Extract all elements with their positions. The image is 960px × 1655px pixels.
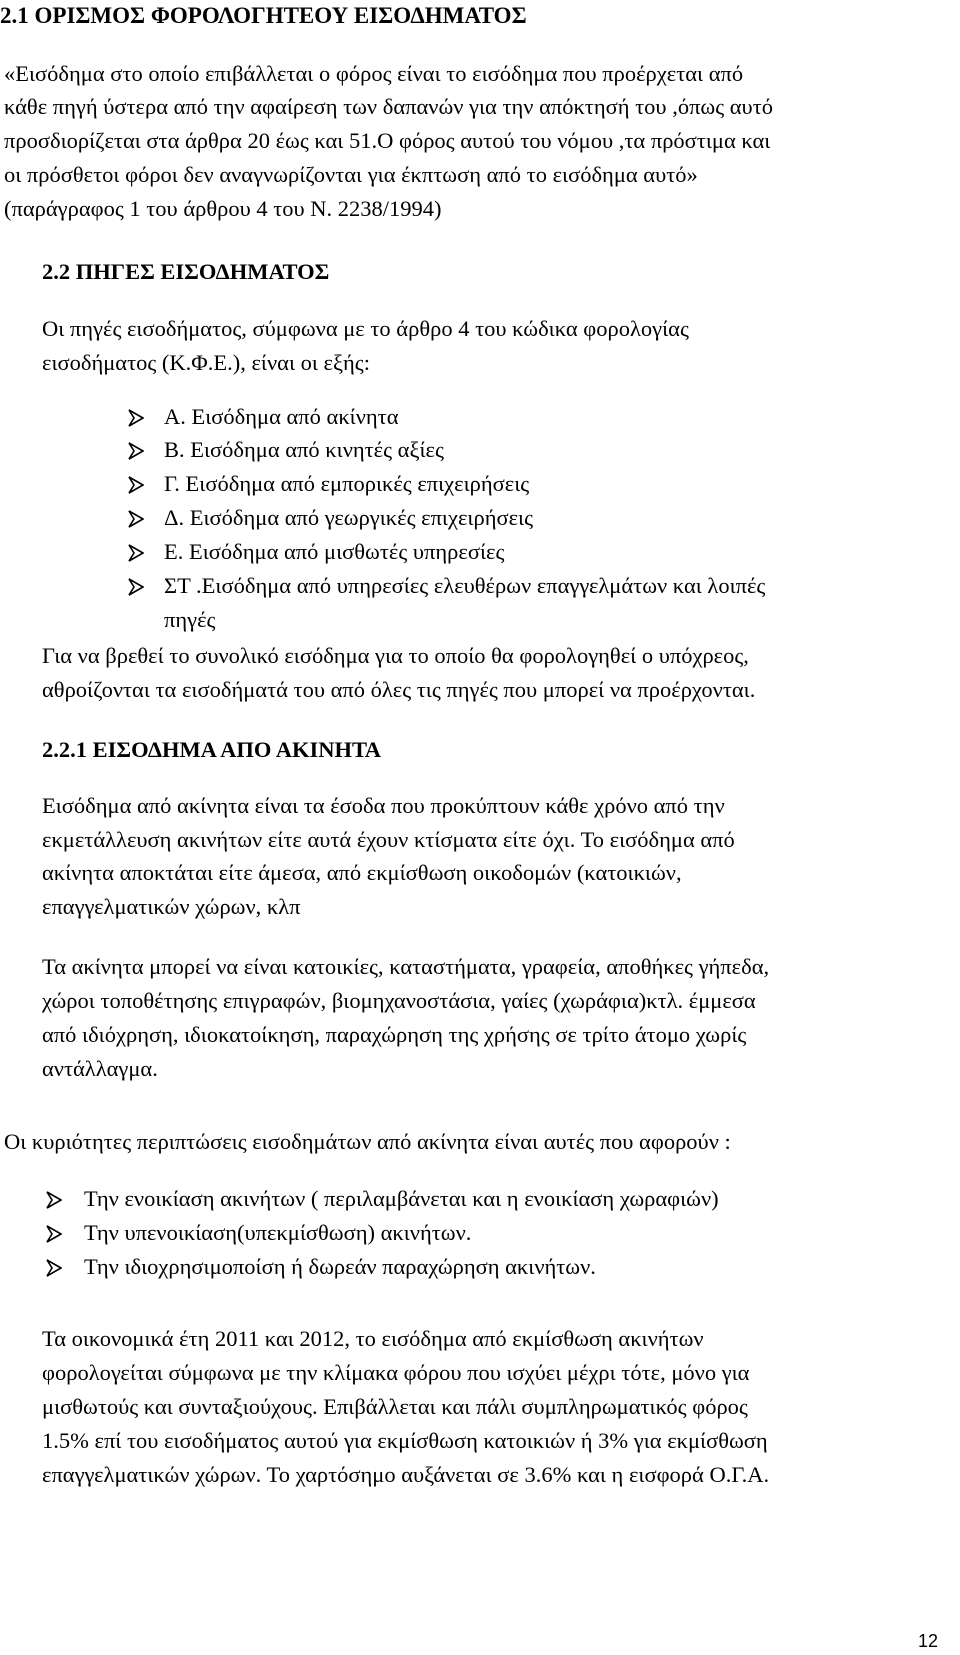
arrowhead-bullet-icon	[128, 544, 144, 562]
s22-intro-2: εισοδήματος (Κ.Φ.Ε.), είναι οι εξής:	[42, 350, 370, 375]
s221-p1-line-2: εκμετάλλευση ακινήτων είτε αυτά έχουν κτίσματα είτε όχι. Το εισόδημα από	[42, 827, 735, 852]
source-item-st-cont: πηγές	[164, 607, 216, 632]
s221-p1-line-1: Εισόδημα από ακίνητα είναι τα έσοδα που προκύπτουν κάθε χρόνο από την	[42, 793, 725, 818]
s221-p2-line-3: από ιδιόχρηση, ιδιοκατοίκηση, παραχώρηση της χρήσης σε τρίτο άτομο χωρίς	[42, 1022, 747, 1047]
page-number: 12	[917, 1631, 938, 1651]
arrowhead-bullet-icon	[46, 1259, 62, 1277]
heading-2-2-1: 2.2.1 ΕΙΣΟΔΗΜΑ ΑΠΟ ΑΚΙΝΗΤΑ	[42, 737, 382, 762]
s221-p4-line-5: επαγγελματικών χώρων. Το χαρτόσημο αυξάνεται σε 3.6% και η εισφορά Ο.Γ.Α.	[42, 1462, 770, 1487]
s21-line-4: οι πρόσθετοι φόροι δεν αναγνωρίζονται για έκπτωση από το εισόδημα αυτό»	[4, 162, 698, 187]
s221-p1-line-4: επαγγελματικών χώρων, κλπ	[42, 894, 301, 919]
source-item-b: Β. Εισόδημα από κινητές αξίες	[164, 437, 444, 462]
s221-p2-line-1: Τα ακίνητα μπορεί να είναι κατοικίες, καταστήματα, γραφεία, αποθήκες γήπεδα,	[42, 954, 770, 979]
arrowhead-bullet-icon	[128, 409, 144, 427]
s221-p4-line-3: μισθωτούς και συνταξιούχους. Επιβάλλεται και πάλι συμπληρωματικός φόρος	[42, 1394, 748, 1419]
heading-2-1: 2.1 ΟΡΙΣΜΟΣ ΦΟΡΟΛΟΓΗΤΕΟΥ ΕΙΣΟΔΗΜΑΤΟΣ	[0, 3, 527, 28]
case-item-3: Την ιδιοχρησιμοποίση ή δωρεάν παραχώρηση ακινήτων.	[84, 1254, 596, 1279]
source-item-st: ΣΤ .Εισόδημα από υπηρεσίες ελευθέρων επαγγελμάτων και λοιπές	[164, 573, 766, 598]
s21-line-2: κάθε πηγή ύστερα από την αφαίρεση των δαπανών για την απόκτησή του ,όπως αυτό	[4, 94, 773, 119]
s221-p3: Οι κυριότητες περιπτώσεις εισοδημάτων από ακίνητα είναι αυτές που αφορούν :	[4, 1129, 731, 1154]
source-item-g: Γ. Εισόδημα από εμπορικές επιχειρήσεις	[164, 471, 530, 496]
s221-p1-line-3: ακίνητα αποκτάται είτε άμεσα, από εκμίσθωση οικοδομών (κατοικιών,	[42, 860, 682, 885]
s22-summary-2: αθροίζονται τα εισοδήματά του από όλες τις πηγές που μπορεί να προέρχονται.	[42, 677, 756, 702]
arrowhead-bullet-icon	[128, 578, 144, 596]
s21-line-5: (παράγραφος 1 του άρθρου 4 του Ν. 2238/1994)	[4, 196, 442, 221]
arrowhead-bullet-icon	[128, 442, 144, 460]
arrowhead-bullet-icon	[128, 476, 144, 494]
s221-p4-line-1: Τα οικονομικά έτη 2011 και 2012, το εισόδημα από εκμίσθωση ακινήτων	[42, 1326, 704, 1351]
case-item-1: Την ενοικίαση ακινήτων ( περιλαμβάνεται και η ενοικίαση χωραφιών)	[84, 1186, 719, 1211]
s221-p4-line-2: φορολογείται σύμφωνα με την κλίμακα φόρου που ισχύει μέχρι τότε, μόνο για	[42, 1360, 750, 1385]
s21-line-1: «Εισόδημα στο οποίο επιβάλλεται ο φόρος είναι το εισόδημα που προέρχεται από	[4, 61, 744, 86]
s221-p2-line-4: αντάλλαγμα.	[42, 1056, 158, 1081]
s221-p4-line-4: 1.5% επί του εισοδήματος αυτού για εκμίσθωση κατοικιών ή 3% για εκμίσθωση	[42, 1428, 768, 1453]
heading-2-2: 2.2 ΠΗΓΕΣ ΕΙΣΟΔΗΜΑΤΟΣ	[42, 259, 330, 284]
s22-intro-1: Οι πηγές εισοδήματος, σύμφωνα με το άρθρο 4 του κώδικα φορολογίας	[42, 316, 689, 341]
source-item-e: Ε. Εισόδημα από μισθωτές υπηρεσίες	[164, 539, 505, 564]
s21-line-3: προσδιορίζεται στα άρθρα 20 έως και 51.Ο φόρος αυτού του νόμου ,τα πρόστιμα και	[4, 128, 771, 153]
arrowhead-bullet-icon	[128, 510, 144, 528]
arrowhead-bullet-icon	[46, 1191, 62, 1209]
arrowhead-bullet-icon	[46, 1225, 62, 1243]
case-item-2: Την υπενοικίαση(υπεκμίσθωση) ακινήτων.	[84, 1220, 472, 1245]
source-item-a: Α. Εισόδημα από ακίνητα	[164, 404, 399, 429]
s22-summary-1: Για να βρεθεί το συνολικό εισόδημα για το οποίο θα φορολογηθεί ο υπόχρεος,	[42, 643, 749, 668]
s221-p2-line-2: χώροι τοποθέτησης επιγραφών, βιομηχανοστάσια, γαίες (χωράφια)κτλ. έμμεσα	[42, 988, 756, 1013]
source-item-d: Δ. Εισόδημα από γεωργικές επιχειρήσεις	[164, 505, 534, 530]
